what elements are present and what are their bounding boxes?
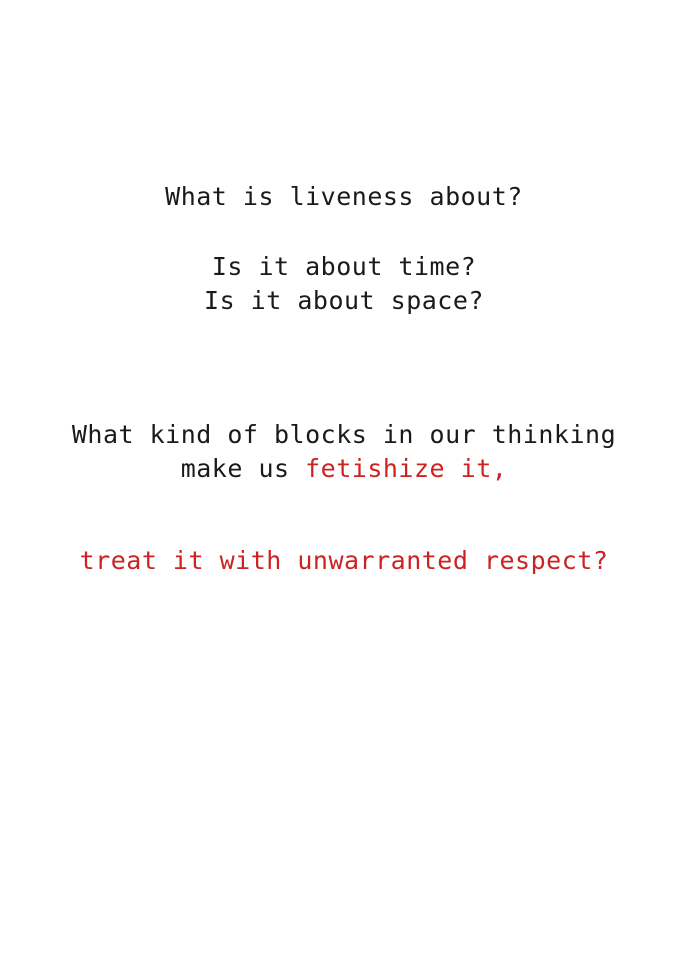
text-line-blocks-thinking: What kind of blocks in our thinking bbox=[71, 420, 617, 449]
spacer-large bbox=[0, 318, 688, 418]
question-block-primary bbox=[0, 180, 688, 318]
text-fragment-fetishize-it: fetishize it, bbox=[305, 454, 508, 483]
text-line-make-us-fetishize bbox=[0, 452, 688, 486]
text-line-unwarranted-respect: treat it with unwarranted respect? bbox=[79, 546, 609, 575]
spacer-tiny bbox=[0, 522, 688, 544]
text-line-liveness-about: What is liveness about? bbox=[165, 182, 523, 211]
spacer-small bbox=[0, 214, 688, 250]
question-block-secondary bbox=[0, 418, 688, 486]
text-line-about-space: Is it about space? bbox=[204, 286, 484, 315]
spacer-small-2 bbox=[0, 486, 688, 522]
text-fragment-make-us: make us bbox=[180, 454, 306, 483]
text-line-about-time: Is it about time? bbox=[211, 252, 477, 281]
question-block-accent bbox=[0, 544, 688, 578]
